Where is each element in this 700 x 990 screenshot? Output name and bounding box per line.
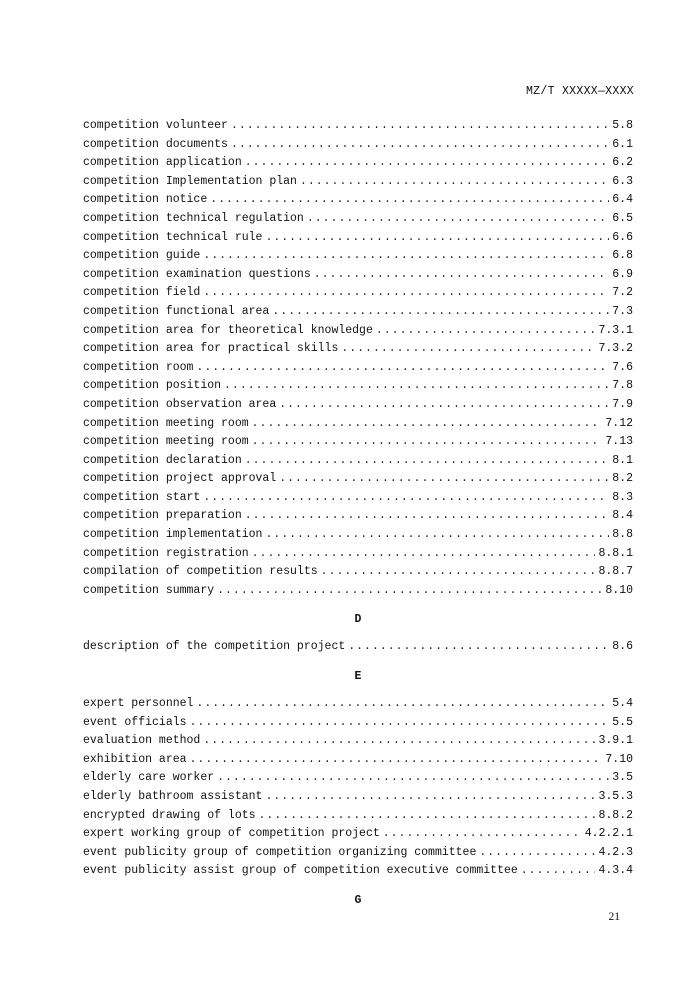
index-term: exhibition area xyxy=(83,752,187,766)
dot-leader xyxy=(210,191,609,210)
dot-leader xyxy=(252,415,603,434)
index-reference: 7.9 xyxy=(612,397,633,411)
index-entry xyxy=(83,807,633,826)
index-term: event publicity group of competition organizing committee xyxy=(83,845,477,859)
index-reference: 6.2 xyxy=(612,156,633,170)
dot-leader xyxy=(190,714,610,733)
dot-leader xyxy=(231,117,609,136)
index-reference: 8.2 xyxy=(612,472,633,486)
index-reference: 3.5.3 xyxy=(598,790,633,803)
index-term: elderly bathroom assistant xyxy=(83,790,263,803)
index-entry xyxy=(83,714,633,733)
index-entry xyxy=(83,266,633,285)
index-reference: 8.4 xyxy=(612,509,633,523)
index-term: competition meeting room xyxy=(83,435,249,449)
index-entry xyxy=(83,695,633,714)
dot-leader xyxy=(383,825,582,844)
index-term: competition area for theoretical knowledge xyxy=(83,323,373,337)
index-reference: 7.13 xyxy=(605,435,633,449)
dot-leader xyxy=(245,154,610,173)
index-reference: 6.5 xyxy=(612,211,633,225)
dot-leader xyxy=(203,284,609,303)
index-term: competition preparation xyxy=(83,509,242,523)
dot-leader xyxy=(279,396,609,415)
index-term: competition technical rule xyxy=(83,230,263,244)
index-entry xyxy=(83,247,633,266)
index-term: competition examination questions xyxy=(83,267,311,281)
index-entry xyxy=(83,415,633,434)
index-entry xyxy=(83,526,633,545)
index-term: competition room xyxy=(83,360,194,374)
index-term: competition guide xyxy=(83,249,201,263)
index-entry xyxy=(83,303,633,322)
index-entry xyxy=(83,191,633,210)
index-reference: 3.9.1 xyxy=(598,734,633,748)
index-entry xyxy=(83,862,633,881)
index-entry xyxy=(83,788,633,807)
dot-leader xyxy=(217,582,602,601)
index-entry xyxy=(83,433,633,452)
index-term: elderly care worker xyxy=(83,771,215,785)
index-reference: 7.6 xyxy=(612,360,633,374)
index-term: competition technical regulation xyxy=(83,211,304,225)
index-entry xyxy=(83,136,633,155)
index-reference: 6.8 xyxy=(612,249,633,263)
index-entry xyxy=(83,322,633,341)
dot-leader xyxy=(341,340,595,359)
dot-leader xyxy=(203,489,609,508)
dot-leader xyxy=(314,266,610,285)
index-term: encrypted drawing of lots xyxy=(83,808,256,822)
index-entry xyxy=(83,377,633,396)
index-entry xyxy=(83,563,633,582)
index-entry xyxy=(83,844,633,863)
index-reference: 7.8 xyxy=(612,379,633,393)
index-term: competition notice xyxy=(83,193,208,207)
dot-leader xyxy=(245,452,610,471)
index-entry xyxy=(83,470,633,489)
index-entry xyxy=(83,582,633,601)
index-reference: 8.8.1 xyxy=(598,546,633,560)
index-reference: 6.1 xyxy=(612,137,633,151)
index-reference: 8.3 xyxy=(612,490,633,504)
index-reference: 3.5 xyxy=(612,771,633,785)
index-reference: 6.9 xyxy=(612,267,633,281)
index-entry xyxy=(83,452,633,471)
dot-leader xyxy=(279,470,609,489)
index-entry xyxy=(83,173,633,192)
index-reference: 8.6 xyxy=(612,640,633,654)
index-entry xyxy=(83,229,633,248)
index-entry xyxy=(83,489,633,508)
dot-leader xyxy=(203,732,595,751)
index-reference: 8.8.2 xyxy=(598,808,633,822)
index-reference: 7.3.1 xyxy=(598,323,633,337)
index-term: competition implementation xyxy=(83,528,263,542)
index-reference: 6.4 xyxy=(612,193,633,207)
index-entry xyxy=(83,396,633,415)
index-term: competition declaration xyxy=(83,453,242,467)
dot-leader xyxy=(203,247,609,266)
index-reference: 4.3.4 xyxy=(598,864,633,878)
dot-leader xyxy=(252,545,596,564)
dot-leader xyxy=(300,173,609,192)
index-list xyxy=(83,117,633,919)
index-entry xyxy=(83,751,633,770)
index-entry xyxy=(83,769,633,788)
index-entry xyxy=(83,825,633,844)
index-term: competition meeting room xyxy=(83,416,249,430)
dot-leader xyxy=(190,751,603,770)
dot-leader xyxy=(217,769,609,788)
index-entry xyxy=(83,732,633,751)
index-reference: 7.3 xyxy=(612,304,633,318)
index-reference: 4.2.3 xyxy=(598,845,633,859)
index-term: competition application xyxy=(83,156,242,170)
dot-leader xyxy=(265,526,609,545)
index-entry xyxy=(83,340,633,359)
dot-leader xyxy=(196,695,609,714)
index-term: description of the competition project xyxy=(83,640,346,654)
dot-leader xyxy=(231,136,609,155)
index-term: competition field xyxy=(83,286,201,300)
dot-leader xyxy=(265,788,595,807)
index-reference: 6.3 xyxy=(612,174,633,188)
index-term: competition start xyxy=(83,490,201,504)
index-term: evaluation method xyxy=(83,734,201,748)
dot-leader xyxy=(196,359,609,378)
index-reference: 8.10 xyxy=(605,583,633,597)
dot-leader xyxy=(521,862,596,881)
index-term: competition Implementation plan xyxy=(83,174,297,188)
index-entry xyxy=(83,210,633,229)
index-entry xyxy=(83,154,633,173)
index-entry xyxy=(83,359,633,378)
dot-leader xyxy=(272,303,609,322)
dot-leader xyxy=(348,638,609,657)
index-reference: 5.8 xyxy=(612,119,633,132)
dot-leader xyxy=(245,507,610,526)
index-term: expert working group of competition project xyxy=(83,827,380,841)
index-term: competition functional area xyxy=(83,304,270,318)
dot-leader xyxy=(224,377,609,396)
index-reference: 5.4 xyxy=(612,697,633,711)
index-reference: 7.3.2 xyxy=(598,342,633,356)
index-term: competition area for practical skills xyxy=(83,342,339,356)
index-entry xyxy=(83,507,633,526)
index-reference: 4.2.2.1 xyxy=(584,827,633,841)
section-letter-g: G xyxy=(354,893,362,907)
page-number: 21 xyxy=(608,911,620,923)
dot-leader xyxy=(307,210,609,229)
index-entry xyxy=(83,117,633,136)
index-term: competition documents xyxy=(83,137,228,151)
dot-leader xyxy=(259,807,596,826)
index-reference: 8.8 xyxy=(612,528,633,542)
index-term: competition position xyxy=(83,379,222,393)
section-letter-e: E xyxy=(354,670,362,684)
index-reference: 7.10 xyxy=(605,752,633,766)
index-term: competition registration xyxy=(83,546,249,560)
index-term: event publicity assist group of competition executive committee xyxy=(83,864,518,878)
dot-leader xyxy=(252,433,603,452)
index-reference: 7.2 xyxy=(612,286,633,300)
index-entry xyxy=(83,284,633,303)
document-code-header: MZ/T XXXXX—XXXX xyxy=(525,85,634,98)
index-term: event officials xyxy=(83,715,187,729)
index-term: expert personnel xyxy=(83,697,194,711)
index-term: competition observation area xyxy=(83,397,277,411)
index-reference: 8.1 xyxy=(612,453,633,467)
index-reference: 5.5 xyxy=(612,715,633,729)
index-reference: 6.6 xyxy=(612,230,633,244)
dot-leader xyxy=(321,563,596,582)
dot-leader xyxy=(376,322,596,341)
index-reference: 7.12 xyxy=(605,416,633,430)
dot-leader xyxy=(479,844,595,863)
index-term: competition project approval xyxy=(83,472,277,486)
index-reference: 8.8.7 xyxy=(598,565,633,579)
index-entry xyxy=(83,545,633,564)
index-term: competition volunteer xyxy=(83,119,228,132)
index-term: compilation of competition results xyxy=(83,565,318,579)
index-entry xyxy=(83,638,633,657)
dot-leader xyxy=(265,229,609,248)
section-letter-d: D xyxy=(354,613,362,627)
index-term: competition summary xyxy=(83,583,215,597)
